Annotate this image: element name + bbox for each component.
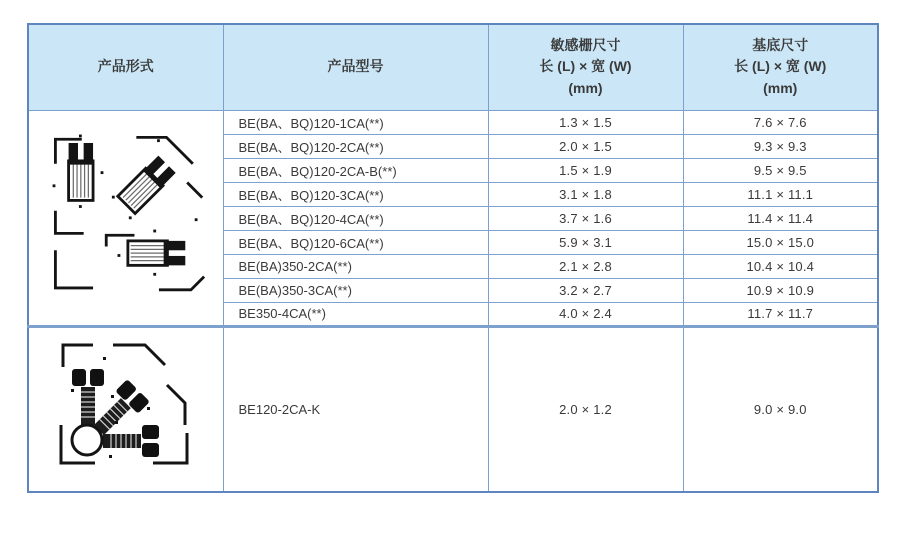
base-size-cell: 7.6 × 7.6 (683, 110, 878, 134)
grid-size-cell: 3.1 × 1.8 (488, 182, 683, 206)
base-size-cell: 9.5 × 9.5 (683, 158, 878, 182)
grid-size-cell: 3.7 × 1.6 (488, 206, 683, 230)
model-cell: BE(BA)350-3CA(**) (223, 278, 488, 302)
base-size-cell: 9.3 × 9.3 (683, 134, 878, 158)
header-base-size-unit: (mm) (763, 80, 798, 97)
table-row (28, 110, 878, 134)
model-cell: BE350-4CA(**) (223, 302, 488, 326)
product-form-cell-rosette (28, 326, 223, 492)
header-row (28, 24, 878, 110)
model-cell: BE(BA、BQ)120-3CA(**) (223, 182, 488, 206)
model-cell: BE(BA)350-2CA(**) (223, 254, 488, 278)
table-row (28, 326, 878, 492)
model-cell: BE(BA、BQ)120-2CA(**) (223, 134, 488, 158)
grid-size-cell: 4.0 × 2.4 (488, 302, 683, 326)
model-cell: BE(BA、BQ)120-1CA(**) (223, 110, 488, 134)
header-product-form (28, 24, 223, 110)
rosette-strain-gauge-icon (51, 337, 201, 477)
base-size-cell: 10.9 × 10.9 (683, 278, 878, 302)
base-size-cell: 11.4 × 11.4 (683, 206, 878, 230)
header-base-size (683, 24, 878, 110)
grid-size-cell: 1.5 × 1.9 (488, 158, 683, 182)
grid-size-cell: 2.0 × 1.2 (488, 326, 683, 492)
header-grid-size-title: 敏感栅尺寸 (550, 36, 621, 53)
model-cell: BE120-2CA-K (223, 326, 488, 492)
grid-size-cell: 3.2 × 2.7 (488, 278, 683, 302)
header-base-size-dims: 长 (L) × 宽 (W) (734, 58, 827, 75)
grid-size-cell: 2.1 × 2.8 (488, 254, 683, 278)
grid-size-cell: 1.3 × 1.5 (488, 110, 683, 134)
base-size-cell: 11.7 × 11.7 (683, 302, 878, 326)
product-spec-table (27, 23, 879, 493)
header-product-form-label: 产品形式 (97, 58, 154, 75)
base-size-cell: 15.0 × 15.0 (683, 230, 878, 254)
product-form-cell-linear (28, 110, 223, 326)
header-grid-size-dims: 长 (L) × 宽 (W) (539, 58, 632, 75)
header-product-model (223, 24, 488, 110)
header-grid-size (488, 24, 683, 110)
model-cell: BE(BA、BQ)120-2CA-B(**) (223, 158, 488, 182)
grid-size-cell: 5.9 × 3.1 (488, 230, 683, 254)
header-product-model-label: 产品型号 (327, 58, 384, 75)
base-size-cell: 11.1 × 11.1 (683, 182, 878, 206)
header-base-size-title: 基底尺寸 (752, 36, 809, 53)
model-cell: BE(BA、BQ)120-6CA(**) (223, 230, 488, 254)
grid-size-cell: 2.0 × 1.5 (488, 134, 683, 158)
linear-strain-gauges-icon (46, 127, 206, 303)
base-size-cell: 10.4 × 10.4 (683, 254, 878, 278)
model-cell: BE(BA、BQ)120-4CA(**) (223, 206, 488, 230)
header-grid-size-unit: (mm) (568, 80, 603, 97)
base-size-cell: 9.0 × 9.0 (683, 326, 878, 492)
